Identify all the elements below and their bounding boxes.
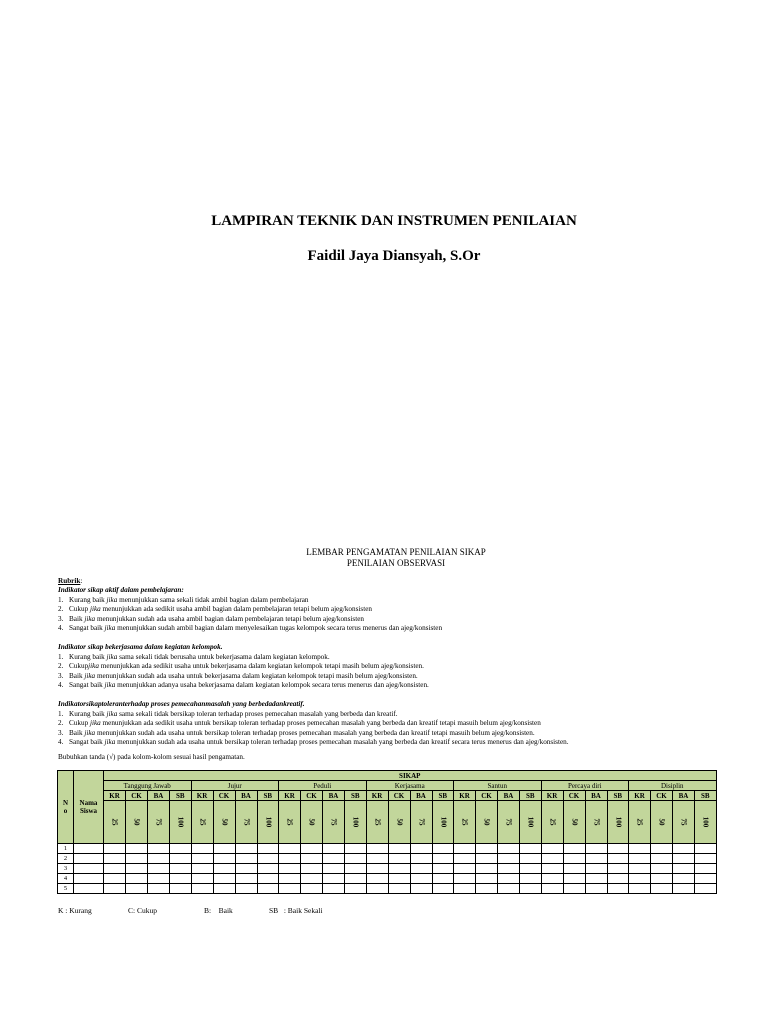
score-header bbox=[191, 801, 213, 844]
level-header: BA bbox=[235, 791, 257, 801]
score-label: 100 bbox=[351, 816, 360, 828]
score-label: 75 bbox=[242, 818, 250, 826]
check-cell[interactable] bbox=[520, 884, 542, 894]
check-cell[interactable] bbox=[104, 864, 126, 874]
level-header: BA bbox=[585, 791, 607, 801]
table-row bbox=[58, 874, 717, 884]
legend-item bbox=[58, 906, 92, 915]
check-cell[interactable] bbox=[498, 874, 520, 884]
check-cell[interactable] bbox=[257, 884, 279, 894]
indicator-list bbox=[58, 586, 738, 747]
score-label: 50 bbox=[307, 818, 316, 826]
check-cell[interactable] bbox=[213, 864, 235, 874]
check-cell[interactable] bbox=[126, 874, 148, 884]
check-cell[interactable] bbox=[191, 844, 213, 854]
score-header bbox=[126, 801, 148, 844]
score-label: 75 bbox=[592, 818, 600, 826]
check-cell[interactable] bbox=[345, 884, 367, 894]
sheet-title: LEMBAR PENGAMATAN PENILAIAN SIKAP bbox=[306, 547, 486, 557]
level-header: KR bbox=[366, 791, 388, 801]
score-label: 50 bbox=[482, 818, 491, 826]
check-cell[interactable] bbox=[607, 884, 629, 894]
check-cell[interactable] bbox=[541, 844, 563, 854]
check-cell[interactable] bbox=[257, 844, 279, 854]
score-label: 100 bbox=[438, 816, 447, 828]
check-cell[interactable] bbox=[541, 854, 563, 864]
check-cell[interactable] bbox=[476, 844, 498, 854]
level-header: CK bbox=[563, 791, 585, 801]
check-cell[interactable] bbox=[279, 884, 301, 894]
score-header bbox=[323, 801, 345, 844]
rubric-label: Rubrik: bbox=[58, 577, 83, 585]
score-header bbox=[498, 801, 520, 844]
level-header: KR bbox=[104, 791, 126, 801]
check-cell[interactable] bbox=[476, 874, 498, 884]
check-cell[interactable] bbox=[235, 874, 257, 884]
legend-code: B bbox=[204, 906, 210, 915]
indicator-heading: Indikator sikap aktif dalam pembelajaran: bbox=[58, 586, 184, 595]
score-header bbox=[454, 801, 476, 844]
score-header bbox=[213, 801, 235, 844]
check-cell[interactable] bbox=[235, 884, 257, 894]
score-header bbox=[257, 801, 279, 844]
check-cell[interactable] bbox=[279, 874, 301, 884]
indicator-heading: Indikatorsikaptoleranterhadap proses pemecahanmasalah yang berbedadankreatif. bbox=[58, 700, 305, 709]
row-number: 2 bbox=[58, 854, 74, 864]
check-cell[interactable] bbox=[345, 854, 367, 864]
check-cell[interactable] bbox=[388, 874, 410, 884]
check-cell[interactable] bbox=[520, 874, 542, 884]
check-cell[interactable] bbox=[235, 854, 257, 864]
level-header: SB bbox=[170, 791, 192, 801]
check-cell[interactable] bbox=[148, 874, 170, 884]
score-header bbox=[629, 801, 651, 844]
check-cell[interactable] bbox=[651, 884, 673, 894]
level-header: BA bbox=[148, 791, 170, 801]
indicator-group bbox=[58, 586, 738, 633]
check-cell[interactable] bbox=[213, 874, 235, 884]
check-cell[interactable] bbox=[213, 844, 235, 854]
check-cell[interactable] bbox=[170, 844, 192, 854]
score-header bbox=[695, 801, 717, 844]
level-header: SB bbox=[432, 791, 454, 801]
level-header: BA bbox=[498, 791, 520, 801]
name-header bbox=[74, 771, 104, 844]
score-header bbox=[520, 801, 542, 844]
check-cell[interactable] bbox=[170, 884, 192, 894]
category-header: Percaya diri bbox=[541, 781, 629, 791]
check-cell[interactable] bbox=[104, 844, 126, 854]
check-cell[interactable] bbox=[563, 864, 585, 874]
author-name: Faidil Jaya Diansyah, S.Or bbox=[307, 248, 481, 264]
check-cell[interactable] bbox=[673, 854, 695, 864]
check-cell[interactable] bbox=[585, 864, 607, 874]
score-label: 100 bbox=[263, 816, 272, 828]
legend-item bbox=[128, 906, 157, 915]
score-label: 50 bbox=[132, 818, 141, 826]
category-header: Kerjasama bbox=[366, 781, 454, 791]
check-cell[interactable] bbox=[476, 864, 498, 874]
score-label: 75 bbox=[417, 818, 425, 826]
score-label: 100 bbox=[176, 816, 185, 828]
check-cell[interactable] bbox=[673, 844, 695, 854]
score-label: 25 bbox=[198, 818, 206, 826]
level-header: KR bbox=[454, 791, 476, 801]
indicator-item: 1. Kurang baik jika sama sekali tidak bersikap toleran terhadap proses pemecahan masalah yang berbeda dan kreatif. bbox=[58, 709, 398, 718]
check-cell[interactable] bbox=[301, 874, 323, 884]
score-label: 50 bbox=[657, 818, 666, 826]
check-cell[interactable] bbox=[126, 864, 148, 874]
level-header: SB bbox=[257, 791, 279, 801]
check-cell[interactable] bbox=[607, 874, 629, 884]
legend-item bbox=[269, 906, 323, 915]
check-cell[interactable] bbox=[585, 844, 607, 854]
score-header bbox=[673, 801, 695, 844]
check-cell[interactable] bbox=[191, 864, 213, 874]
check-cell[interactable] bbox=[191, 874, 213, 884]
score-header bbox=[366, 801, 388, 844]
check-cell[interactable] bbox=[235, 844, 257, 854]
check-cell[interactable] bbox=[126, 844, 148, 854]
check-cell[interactable] bbox=[410, 854, 432, 864]
score-header bbox=[345, 801, 367, 844]
check-cell[interactable] bbox=[279, 864, 301, 874]
check-cell[interactable] bbox=[257, 864, 279, 874]
level-header: CK bbox=[476, 791, 498, 801]
check-cell[interactable] bbox=[104, 884, 126, 894]
check-cell[interactable] bbox=[454, 844, 476, 854]
check-cell[interactable] bbox=[170, 864, 192, 874]
score-label: 75 bbox=[504, 818, 513, 826]
score-label: 50 bbox=[220, 818, 228, 826]
row-number: 4 bbox=[58, 874, 74, 884]
score-header bbox=[301, 801, 323, 844]
row-number: 1 bbox=[58, 844, 74, 854]
score-label: 25 bbox=[373, 818, 381, 826]
legend-code: SB bbox=[269, 906, 279, 915]
level-header: SB bbox=[695, 791, 717, 801]
table-row bbox=[58, 854, 717, 864]
check-cell[interactable] bbox=[126, 884, 148, 894]
check-cell[interactable] bbox=[629, 864, 651, 874]
level-header: KR bbox=[541, 791, 563, 801]
check-cell[interactable] bbox=[323, 884, 345, 894]
score-header bbox=[607, 801, 629, 844]
level-header: CK bbox=[388, 791, 410, 801]
check-cell[interactable] bbox=[432, 854, 454, 864]
student-name-cell[interactable] bbox=[74, 844, 104, 854]
table-row bbox=[58, 864, 717, 874]
check-cell[interactable] bbox=[607, 844, 629, 854]
check-cell[interactable] bbox=[541, 864, 563, 874]
check-cell[interactable] bbox=[148, 844, 170, 854]
score-header bbox=[585, 801, 607, 844]
check-cell[interactable] bbox=[695, 844, 717, 854]
score-header bbox=[651, 801, 673, 844]
table-row bbox=[58, 844, 717, 854]
legend-label: Kurang bbox=[69, 906, 92, 915]
check-cell[interactable] bbox=[388, 864, 410, 874]
check-cell[interactable] bbox=[279, 854, 301, 864]
check-cell[interactable] bbox=[629, 844, 651, 854]
indicator-item: 3. Baik jika menunjukkan sudah ada usaha ambil bagian dalam pembelajaran tetapi belum ajeg/konsisten bbox=[58, 614, 365, 623]
check-cell[interactable] bbox=[520, 854, 542, 864]
legend-sep: : bbox=[63, 906, 70, 915]
legend-label: Baik bbox=[218, 906, 233, 915]
score-label: 25 bbox=[635, 818, 644, 826]
check-cell[interactable] bbox=[607, 854, 629, 864]
check-cell[interactable] bbox=[279, 844, 301, 854]
check-cell[interactable] bbox=[498, 864, 520, 874]
no-header-label: N o bbox=[62, 799, 69, 815]
check-cell[interactable] bbox=[301, 884, 323, 894]
legend-sep: : bbox=[133, 906, 137, 915]
indicator-item: 3. Baik jika menunjukkan sudah ada usaha untuk bekerjasama dalam kegiatan kelompok tetapi masih belum ajeg/konsisten. bbox=[58, 671, 418, 680]
instruction-text: Bubuhkan tanda (√) pada kolom-kolom sesuai hasil pengamatan. bbox=[58, 752, 245, 761]
level-header: BA bbox=[410, 791, 432, 801]
score-label: 50 bbox=[570, 818, 578, 826]
check-cell[interactable] bbox=[563, 854, 585, 864]
indicator-item: 1. Kurang baik jika menunjukkan sama sekali tidak ambil bagian dalam pembelajaran bbox=[58, 595, 309, 604]
level-header: SB bbox=[345, 791, 367, 801]
check-cell[interactable] bbox=[410, 844, 432, 854]
check-cell[interactable] bbox=[388, 844, 410, 854]
observation-table bbox=[57, 770, 717, 894]
student-name-cell[interactable] bbox=[74, 874, 104, 884]
score-label: 100 bbox=[613, 816, 622, 828]
check-cell[interactable] bbox=[148, 884, 170, 894]
check-cell[interactable] bbox=[498, 854, 520, 864]
legend-label: Baik Sekali bbox=[287, 906, 323, 915]
check-cell[interactable] bbox=[410, 884, 432, 894]
check-cell[interactable] bbox=[213, 884, 235, 894]
check-cell[interactable] bbox=[213, 854, 235, 864]
score-header bbox=[279, 801, 301, 844]
check-cell[interactable] bbox=[388, 854, 410, 864]
level-header: SB bbox=[520, 791, 542, 801]
score-label: 25 bbox=[460, 818, 469, 826]
check-cell[interactable] bbox=[695, 884, 717, 894]
no-header bbox=[58, 771, 74, 844]
check-cell[interactable] bbox=[257, 874, 279, 884]
check-cell[interactable] bbox=[651, 844, 673, 854]
score-label: 75 bbox=[154, 818, 163, 826]
level-header: BA bbox=[673, 791, 695, 801]
check-cell[interactable] bbox=[651, 854, 673, 864]
legend-code: K bbox=[58, 906, 64, 915]
check-cell[interactable] bbox=[148, 864, 170, 874]
check-cell[interactable] bbox=[345, 844, 367, 854]
score-header bbox=[235, 801, 257, 844]
score-label: 25 bbox=[285, 818, 294, 826]
student-name-cell[interactable] bbox=[74, 884, 104, 894]
check-cell[interactable] bbox=[695, 864, 717, 874]
check-cell[interactable] bbox=[301, 854, 323, 864]
indicator-item: 4. Sangat baik jika menunjukkan adanya usaha bekerjasama dalam kegiatan kelompok secara terus menerus dan ajeg/konsisten. bbox=[58, 681, 429, 690]
check-cell[interactable] bbox=[323, 844, 345, 854]
check-cell[interactable] bbox=[563, 874, 585, 884]
score-header bbox=[476, 801, 498, 844]
row-number: 5 bbox=[58, 884, 74, 894]
check-cell[interactable] bbox=[410, 874, 432, 884]
row-number: 3 bbox=[58, 864, 74, 874]
check-cell[interactable] bbox=[257, 854, 279, 864]
category-header: Disiplin bbox=[629, 781, 717, 791]
check-cell[interactable] bbox=[476, 884, 498, 894]
score-label: 50 bbox=[395, 818, 403, 826]
check-cell[interactable] bbox=[366, 884, 388, 894]
indicator-heading: Indikator sikap bekerjasama dalam kegiatan kelompok. bbox=[58, 643, 223, 652]
document-title: LAMPIRAN TEKNIK DAN INSTRUMEN PENILAIAN bbox=[211, 213, 577, 229]
score-header bbox=[148, 801, 170, 844]
category-header: Peduli bbox=[279, 781, 367, 791]
check-cell[interactable] bbox=[126, 854, 148, 864]
table-row bbox=[58, 884, 717, 894]
score-label: 25 bbox=[548, 818, 556, 826]
check-cell[interactable] bbox=[366, 844, 388, 854]
indicator-item: 2. Cukup jika menunjukkan ada sedikit usaha ambil bagian dalam pembelajaran tetapi belum ajeg/konsisten bbox=[58, 605, 372, 614]
check-cell[interactable] bbox=[498, 844, 520, 854]
sikap-header: SIKAP bbox=[104, 771, 717, 781]
check-cell[interactable] bbox=[585, 854, 607, 864]
check-cell[interactable] bbox=[585, 874, 607, 884]
check-cell[interactable] bbox=[432, 864, 454, 874]
check-cell[interactable] bbox=[454, 874, 476, 884]
level-header: CK bbox=[651, 791, 673, 801]
check-cell[interactable] bbox=[651, 874, 673, 884]
check-cell[interactable] bbox=[323, 864, 345, 874]
check-cell[interactable] bbox=[104, 874, 126, 884]
check-cell[interactable] bbox=[498, 884, 520, 894]
check-cell[interactable] bbox=[607, 864, 629, 874]
check-cell[interactable] bbox=[191, 854, 213, 864]
level-header: CK bbox=[301, 791, 323, 801]
check-cell[interactable] bbox=[104, 854, 126, 864]
indicator-group bbox=[58, 700, 738, 747]
check-cell[interactable] bbox=[410, 864, 432, 874]
check-cell[interactable] bbox=[695, 874, 717, 884]
indicator-group bbox=[58, 643, 738, 690]
indicator-item: 4. Sangat baik jika menunjukkan sudah ada usaha untuk bersikap toleran terhadap proses pemecahan masalah yang berbeda dan kreatif secara terus menerus dan ajeg/konsisten. bbox=[58, 738, 569, 747]
check-cell[interactable] bbox=[629, 874, 651, 884]
rubric-section bbox=[58, 577, 738, 762]
score-label: 100 bbox=[526, 816, 535, 828]
check-cell[interactable] bbox=[301, 844, 323, 854]
check-cell[interactable] bbox=[585, 884, 607, 894]
check-cell[interactable] bbox=[563, 844, 585, 854]
check-cell[interactable] bbox=[563, 884, 585, 894]
check-cell[interactable] bbox=[388, 884, 410, 894]
score-header bbox=[541, 801, 563, 844]
category-header: Jujur bbox=[191, 781, 279, 791]
check-cell[interactable] bbox=[541, 884, 563, 894]
level-header: KR bbox=[191, 791, 213, 801]
check-cell[interactable] bbox=[345, 874, 367, 884]
category-header: Santun bbox=[454, 781, 542, 791]
score-header bbox=[104, 801, 126, 844]
check-cell[interactable] bbox=[695, 854, 717, 864]
score-label: 75 bbox=[329, 818, 338, 826]
sheet-subtitle: PENILAIAN OBSERVASI bbox=[346, 558, 446, 568]
check-cell[interactable] bbox=[629, 884, 651, 894]
check-cell[interactable] bbox=[673, 874, 695, 884]
check-cell[interactable] bbox=[191, 884, 213, 894]
check-cell[interactable] bbox=[673, 884, 695, 894]
name-header-label: Nama Siswa bbox=[79, 799, 98, 815]
check-cell[interactable] bbox=[629, 854, 651, 864]
check-cell[interactable] bbox=[432, 844, 454, 854]
level-header: CK bbox=[213, 791, 235, 801]
score-header bbox=[563, 801, 585, 844]
legend-sep: : bbox=[278, 906, 288, 915]
check-cell[interactable] bbox=[235, 864, 257, 874]
check-cell[interactable] bbox=[520, 864, 542, 874]
check-cell[interactable] bbox=[170, 874, 192, 884]
category-header: Tanggung Jawab bbox=[104, 781, 192, 791]
check-cell[interactable] bbox=[454, 864, 476, 874]
check-cell[interactable] bbox=[366, 864, 388, 874]
score-label: 75 bbox=[679, 818, 688, 826]
score-header bbox=[170, 801, 192, 844]
check-cell[interactable] bbox=[323, 854, 345, 864]
check-cell[interactable] bbox=[366, 854, 388, 864]
level-header: KR bbox=[629, 791, 651, 801]
indicator-item: 3. Baik jika menunjukkan sudah ada usaha untuk bersikap toleran terhadap proses pemecahan masalah yang berbeda dan kreatif tetapi masuih belum ajeg/konsisten. bbox=[58, 728, 535, 737]
check-cell[interactable] bbox=[520, 844, 542, 854]
legend-label: Cukup bbox=[136, 906, 157, 915]
legend-sep: : bbox=[209, 906, 219, 915]
score-header bbox=[410, 801, 432, 844]
indicator-item: 1. Kurang baik jika sama sekali tidak berusaha untuk bekerjasama dalam kegiatan kelompok. bbox=[58, 652, 330, 661]
check-cell[interactable] bbox=[323, 874, 345, 884]
score-label: 100 bbox=[701, 816, 710, 828]
student-name-cell[interactable] bbox=[74, 854, 104, 864]
check-cell[interactable] bbox=[345, 864, 367, 874]
legend-code: C bbox=[128, 906, 134, 915]
level-header: BA bbox=[323, 791, 345, 801]
indicator-item: 2. Cukup jika menunjukkan ada sedikit usaha untuk bersikap toleran terhadap proses pemecahan masalah yang berbeda dan kreatif tetapi masuih belum ajeg/konsisten bbox=[58, 719, 541, 728]
check-cell[interactable] bbox=[366, 874, 388, 884]
indicator-item: 2. Cukupjika menunjukkan ada sedikit usaha untuk bekerjasama dalam kegiatan kelompok tetapi masih belum ajeg/konsisten. bbox=[58, 662, 424, 671]
level-header: SB bbox=[607, 791, 629, 801]
check-cell[interactable] bbox=[651, 864, 673, 874]
level-header: CK bbox=[126, 791, 148, 801]
check-cell[interactable] bbox=[541, 874, 563, 884]
check-cell[interactable] bbox=[476, 854, 498, 864]
level-header: KR bbox=[279, 791, 301, 801]
check-cell[interactable] bbox=[432, 884, 454, 894]
check-cell[interactable] bbox=[432, 874, 454, 884]
score-header bbox=[432, 801, 454, 844]
check-cell[interactable] bbox=[148, 854, 170, 864]
check-cell[interactable] bbox=[454, 884, 476, 894]
check-cell[interactable] bbox=[673, 864, 695, 874]
check-cell[interactable] bbox=[454, 854, 476, 864]
check-cell[interactable] bbox=[170, 854, 192, 864]
score-label: 25 bbox=[110, 818, 119, 826]
student-name-cell[interactable] bbox=[74, 864, 104, 874]
indicator-item: 4. Sangat baik jika menunjukkan sudah ambil bagian dalam menyelesaikan tugas kelompok secara terus menerus dan ajeg/konsisten bbox=[58, 624, 443, 633]
score-header bbox=[388, 801, 410, 844]
legend-item bbox=[204, 906, 233, 915]
check-cell[interactable] bbox=[301, 864, 323, 874]
